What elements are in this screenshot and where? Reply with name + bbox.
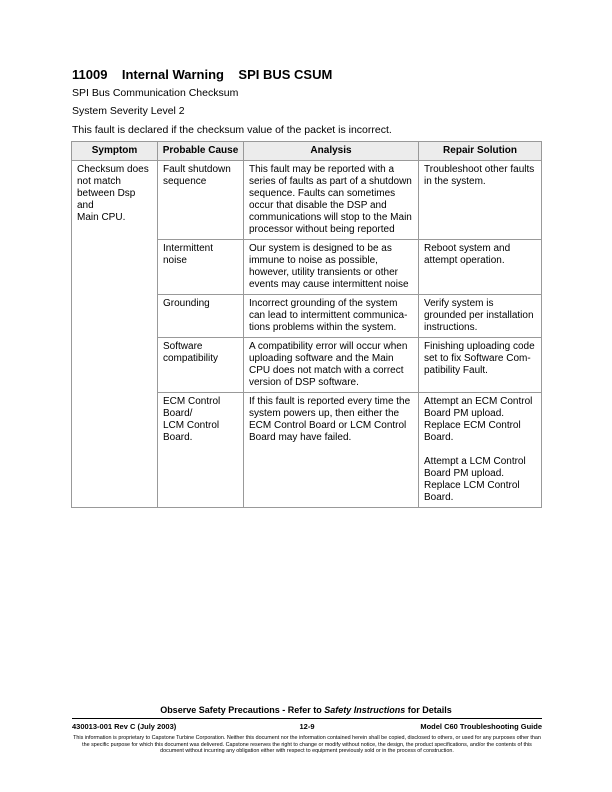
fault-subtitle: SPI Bus Communication Checksum [72,87,239,99]
severity-level: System Severity Level 2 [72,105,185,117]
cause-cell: Grounding [158,295,244,338]
cause-cell: Fault shutdown sequence [158,161,244,240]
header-repair-solution: Repair Solution [419,142,542,161]
fault-table [71,141,542,508]
analysis-cell: A compatibility error will occur when uploading software and the Main CPU does not match with a correct version of DSP software. [244,338,419,393]
fault-description: This fault is declared if the checksum value of the packet is incorrect. [72,124,392,136]
solution-cell: Attempt an ECM Control Board PM upload. Replace ECM Control Board. Attempt a LCM Control Board PM upload. Replace LCM Control Board. [419,393,542,508]
analysis-cell: Incorrect grounding of the system can lead to intermittent communica- tions problems within the system. [244,295,419,338]
safety-instructions-reference: Safety Instructions [324,705,406,715]
solution-cell: Finishing uploading code set to fix Software Com- patibility Fault. [419,338,542,393]
header-analysis: Analysis [244,142,419,161]
cause-cell: Intermittent noise [158,240,244,295]
solution-cell: Verify system is grounded per installation instructions. [419,295,542,338]
cause-cell: Software compatibility [158,338,244,393]
safety-note-prefix: Observe Safety Precautions - Refer to [160,705,325,715]
proprietary-disclaimer: This information is proprietary to Capstone Turbine Corporation. Neither this document nor the information contained herein shall be copied, disclosed to others, or used for any purposes other than the specific purpose for which this document was delivered. Capstone reserves the right to change or modify without notice, the design, the product specifications, and/or the contents of this document without incurring any obligation either with respect to equipment previously sold or in the process of construction. [73,735,541,755]
symptom-cell: Checksum does not match between Dsp and Main CPU. [72,161,158,508]
fault-heading: 11009 Internal Warning SPI BUS CSUM [72,67,333,82]
header-probable-cause: Probable Cause [158,142,244,161]
analysis-cell: This fault may be reported with a series of faults as part of a shutdown sequence. Faults can sometimes occur that disable the DSP and communications will stop to the Main processor without being reported [244,161,419,240]
solution-cell: Troubleshoot other faults in the system. [419,161,542,240]
page-number: 12-9 [299,722,315,731]
safety-note-suffix: for Details [405,705,452,715]
analysis-cell: Our system is designed to be as immune to noise as possible, however, utility transients or other events may cause intermittent noise [244,240,419,295]
safety-note [0,705,612,715]
cause-cell: ECM Control Board/ LCM Control Board. [158,393,244,508]
document-number: 430013-001 Rev C (July 2003) [72,722,177,731]
table-row [72,161,542,240]
footer-rule [72,718,542,719]
guide-title: Model C60 Troubleshooting Guide [420,722,542,731]
header-symptom: Symptom [72,142,158,161]
analysis-cell: If this fault is reported every time the system powers up, then either the ECM Control Board or LCM Control Board may have failed. [244,393,419,508]
table-header-row [72,142,542,161]
solution-cell: Reboot system and attempt operation. [419,240,542,295]
